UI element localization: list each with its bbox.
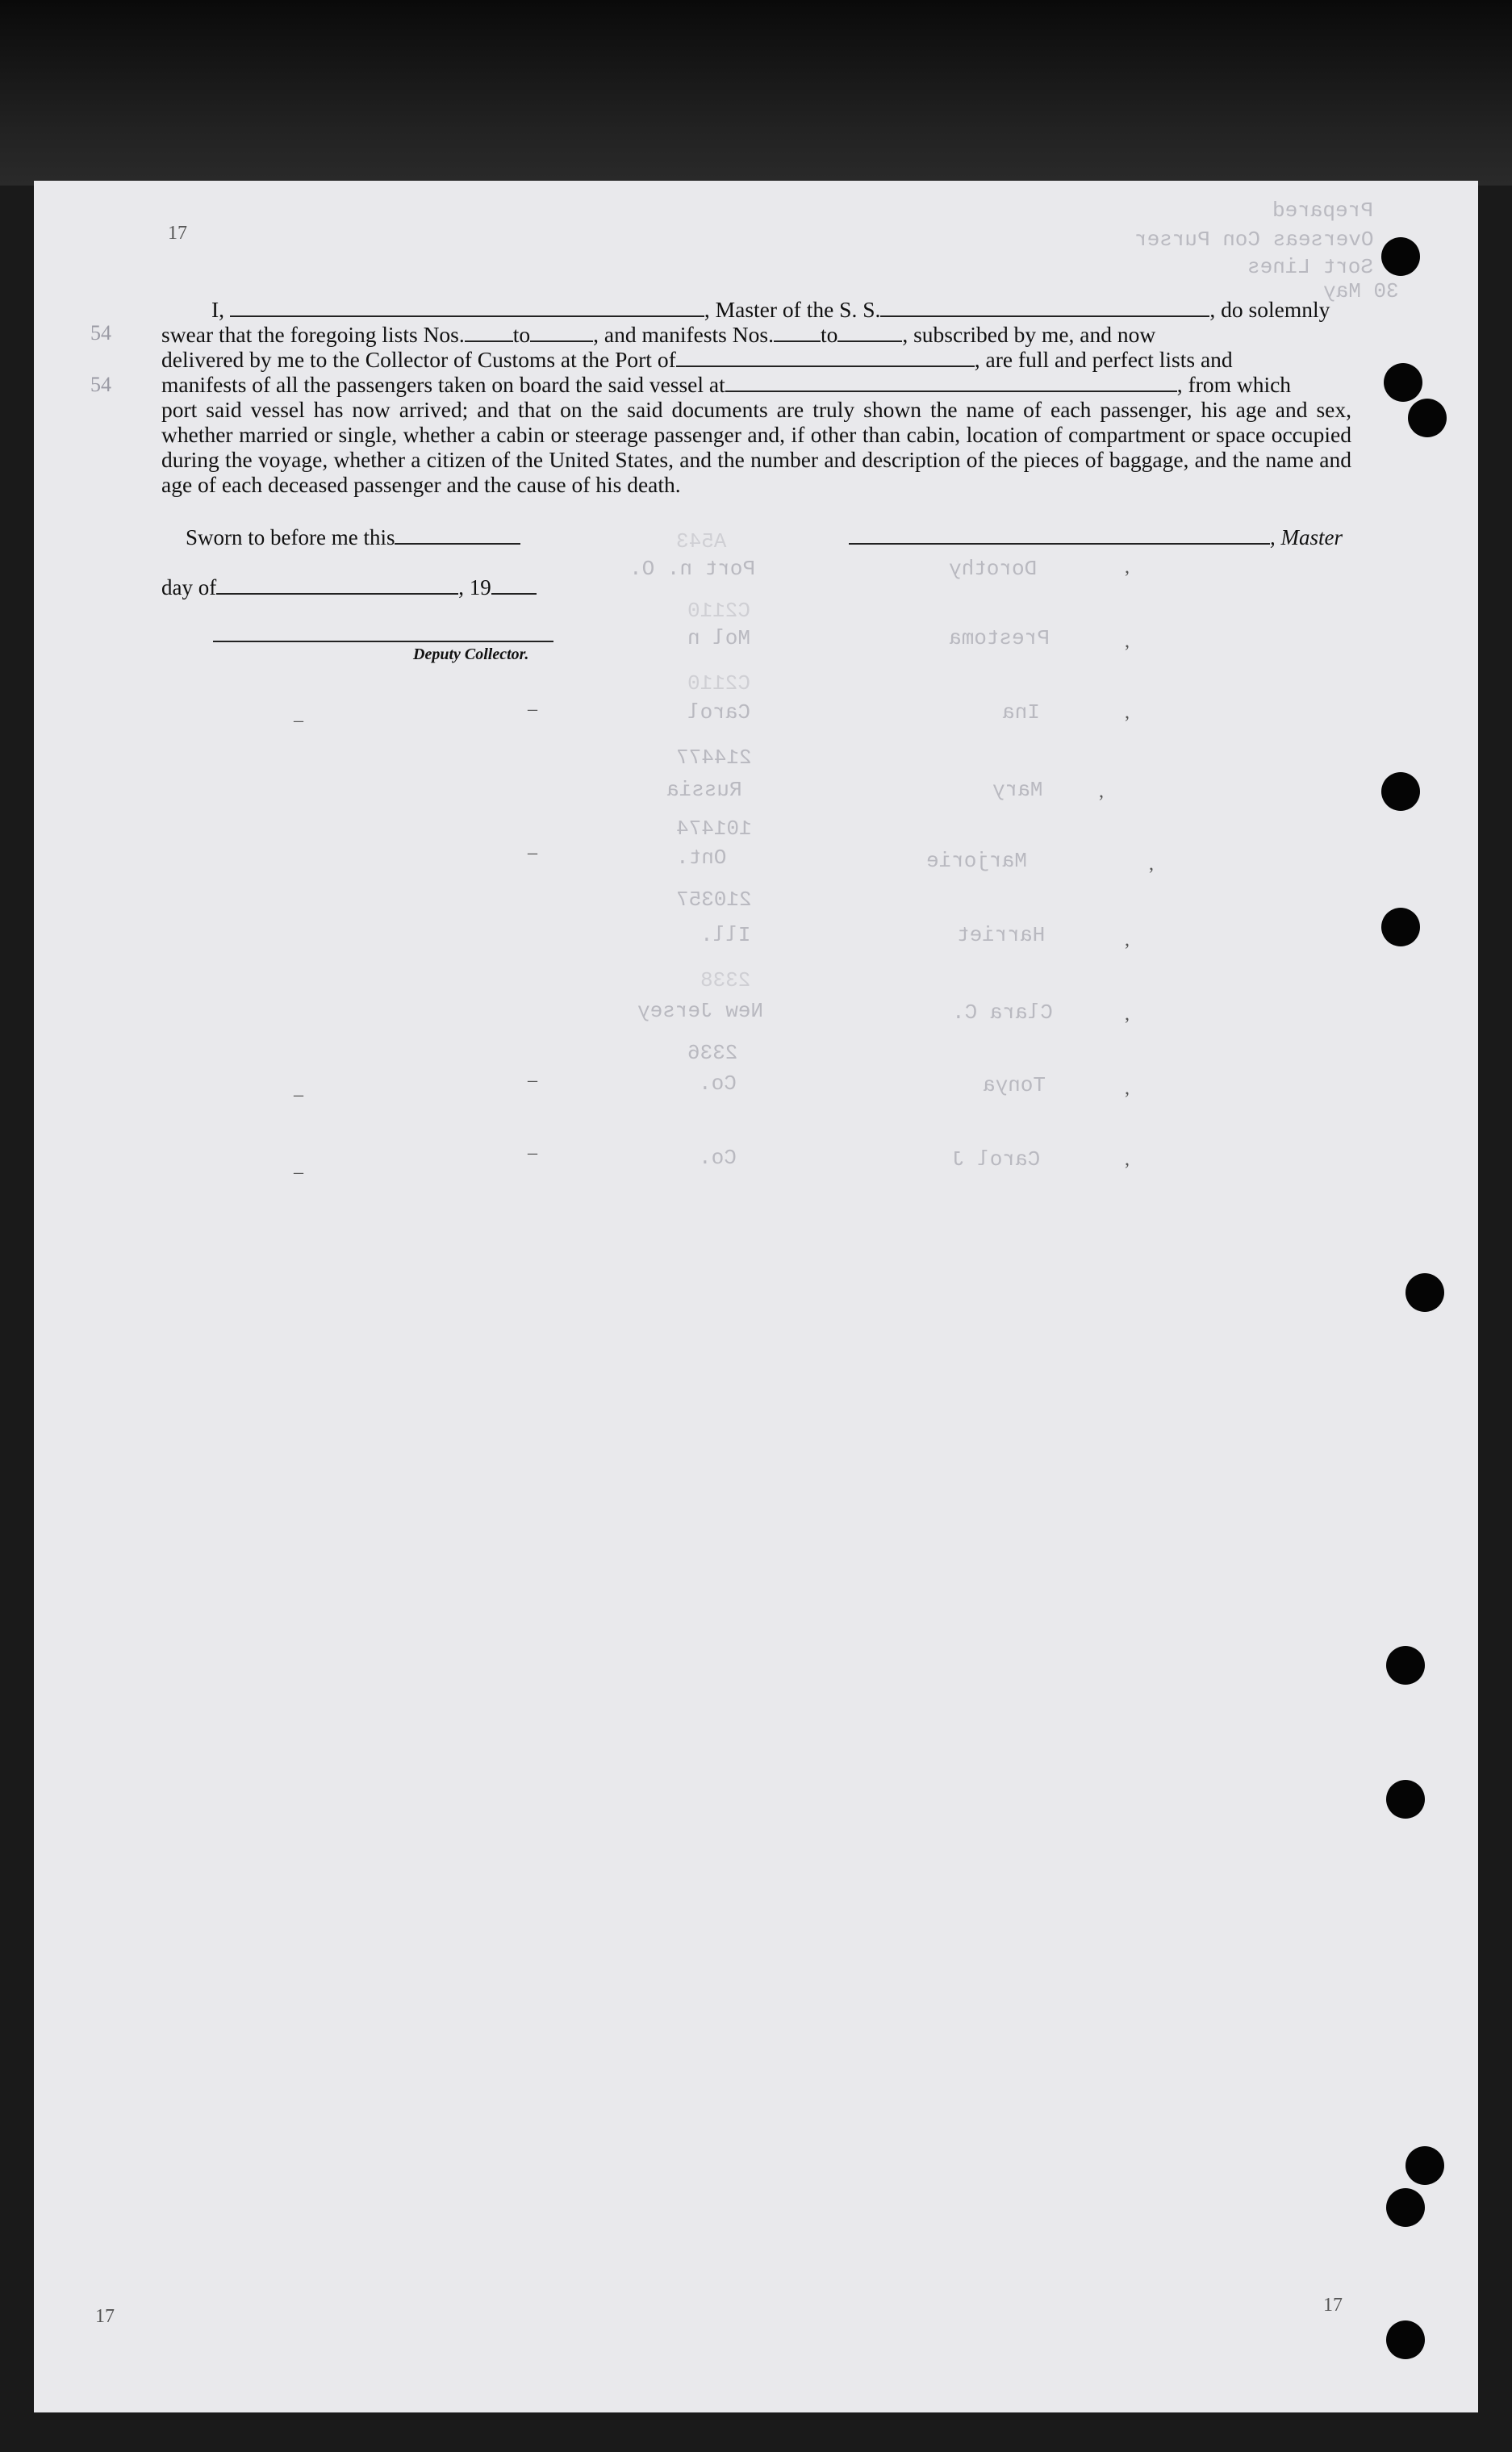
tick-mark: – [294,1084,303,1105]
port-text: delivered by me to the Collector of Customs at the Port of [161,347,676,372]
deputy-collector-label: Deputy Collector. [413,645,529,663]
bleed-entry-number: 2336 [687,1041,738,1065]
document-page [34,181,1478,2412]
bleed-entry-number: C2110 [687,599,751,623]
comma-mark: , [1149,854,1154,875]
punch-hole [1405,1273,1444,1312]
bleed-entry-name: Marjorie [926,849,1027,873]
swear-text: swear that the foregoing lists Nos. [161,322,465,347]
bleed-header-line: 30 May [1323,279,1399,303]
year-prefix: , 19 [458,575,491,599]
bleed-entry-name: Carol J [952,1147,1041,1172]
bleed-entry-number: 2338 [700,968,751,992]
master-of-ss-label: , Master of the S. S. [704,297,881,322]
corner-mark: 17 [1323,2295,1343,2316]
from-which-text: , from which [1176,372,1292,397]
comma-mark: , [1099,781,1104,802]
master-signature-blank [849,525,1270,545]
to-label: to [512,322,531,347]
punch-hole [1386,2188,1425,2227]
punch-hole [1384,363,1422,402]
comma-mark: , [1125,631,1130,652]
margin-number: 54 [90,321,111,345]
bleed-entry-number: C2110 [687,671,751,695]
bleed-entry-name: Mary [992,778,1043,802]
comma-mark: , [1125,1004,1130,1025]
tick-mark: – [528,699,537,720]
comma-mark: , [1125,557,1130,578]
comma-mark: , [1125,1149,1130,1170]
punch-hole [1408,399,1447,437]
day-of-text: day of [161,575,217,599]
full-perfect-text: , are full and perfect lists and [974,347,1233,372]
ship-name-blank [880,298,1209,317]
do-solemnly-label: , do solemnly [1209,297,1330,322]
punch-hole [1381,237,1420,276]
bleed-entry-number: A543 [676,529,727,553]
oath-line-1 [161,297,1351,322]
manifests-to-blank [837,323,902,342]
bleed-entry-place: New Jersey [637,999,764,1023]
bleed-entry-name: Prestoma [949,626,1050,650]
bleed-entry-place: Carol [687,700,751,725]
punch-hole [1381,772,1420,811]
manifests-label: , and manifests Nos. [593,322,774,347]
lists-to-blank [530,323,593,342]
comma-mark: , [1125,929,1130,950]
sworn-line [186,525,520,550]
bleed-entry-name: Clara C. [952,1000,1053,1025]
bleed-entry-number: 210357 [676,888,752,912]
corner-mark: 17 [95,2306,115,2327]
bleed-entry-number: 101474 [676,817,752,841]
bleed-entry-name: Harriet [957,923,1046,947]
vessel-text: manifests of all the passengers taken on board the said vessel at [161,372,725,397]
tick-mark: – [294,1162,303,1183]
master-name-blank [230,298,704,317]
tick-mark: – [528,1070,537,1091]
sworn-text: Sworn to before me this [186,525,395,549]
bleed-entry-place: Ont. [676,846,727,870]
bleed-entry-place: Co. [699,1071,737,1096]
bleed-entry-number: 214477 [676,746,752,770]
manifests-from-blank [774,323,821,342]
lists-from-blank [465,323,513,342]
tick-mark: – [528,842,537,863]
bleed-header-line: Overseas Con Purser [1134,228,1373,252]
sworn-day-blank [395,525,520,545]
year-blank [491,575,537,595]
bleed-entry-place: Co. [699,1146,737,1170]
day-of-line [161,575,537,600]
bleed-entry-name: Dorothy [949,557,1038,581]
comma-mark: , [1125,702,1130,723]
bleed-entry-place: Port n. O. [629,557,756,581]
corner-mark: 17 [168,223,187,244]
deputy-collector-line [213,641,553,642]
oath-line-3 [161,347,1351,372]
master-signature-line [849,525,1343,550]
master-label: , Master [1270,525,1343,549]
punch-hole [1386,2320,1425,2359]
departure-port-blank [725,373,1177,392]
bleed-entry-name: Tonya [983,1073,1046,1097]
margin-number: 54 [90,373,111,396]
bleed-entry-place: Mol n [687,626,751,650]
punch-hole [1405,2146,1444,2185]
oath-paragraph [161,297,1351,497]
punch-hole [1386,1646,1425,1685]
tick-mark: – [294,710,303,731]
punch-hole [1381,908,1420,946]
scan-background [0,0,1512,186]
bleed-header-line: Sort Lines [1247,255,1373,279]
punch-hole [1386,1780,1425,1819]
bleed-header-line: Prepared [1272,198,1373,223]
bleed-entry-name: Ina [1002,700,1040,725]
intro-word: I, [211,297,225,322]
oath-line-5: port said vessel has now arrived; and that on the said documents are truly shown the name of each passenger, his age and sex, whether married or single, whether a cabin or steerage passenger and, if other than cabin, location of compartment or space occupied during the voyage, whether a citizen of the United States, and the number and description of the pieces of baggage, and the name and age of each deceased passenger and the cause of his death. [161,397,1351,497]
to-label: to [820,322,838,347]
subscribed-text: , subscribed by me, and now [902,322,1156,347]
month-blank [216,575,458,595]
tick-mark: – [528,1142,537,1163]
oath-line-4 [161,372,1351,397]
oath-line-2 [161,322,1351,347]
bleed-entry-place: Russia [666,778,742,802]
bleed-entry-place: Ill. [700,923,751,947]
comma-mark: , [1125,1078,1130,1099]
port-blank [676,348,975,367]
